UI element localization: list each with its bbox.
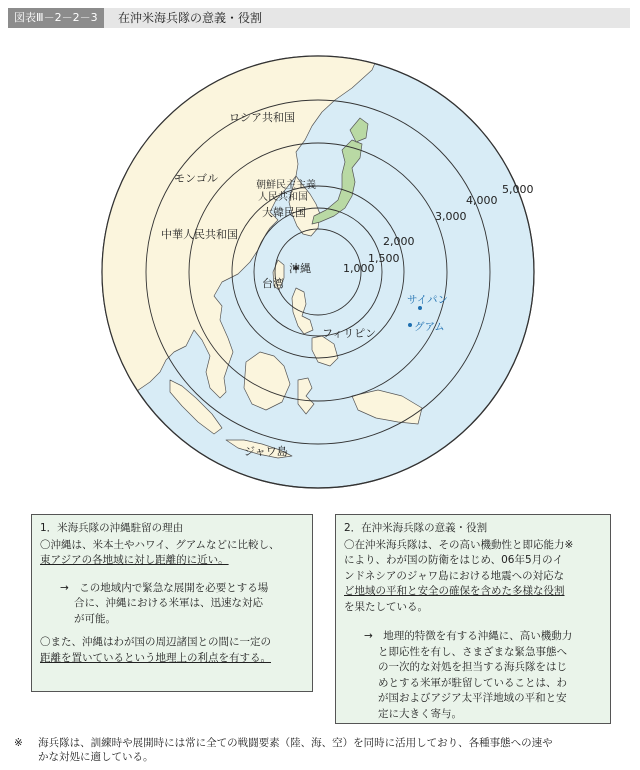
box1-p3: 〇また、沖縄はわが国の周辺諸国との間に一定の 距離を置いているという地理上の利点を有する。 — [40, 636, 271, 664]
label-guam: グアム — [414, 321, 445, 333]
box1-p1: 〇沖縄は、米本土やハワイ、グアムなどに比較し、 東アジアの各地域に対し距離的に近い。 — [40, 538, 280, 566]
footnote — [14, 736, 626, 764]
okinawa-stationing-reasons-box — [31, 514, 313, 692]
ring-label-4000: 4,000 — [466, 194, 498, 207]
footnote-line-2: かな対処に適している。 — [38, 751, 154, 763]
label-okinawa: 沖縄 — [289, 262, 311, 275]
box1-heading: 1．米海兵隊の沖縄駐留の理由 — [40, 522, 184, 534]
label-mongolia: モンゴル — [174, 172, 218, 185]
footnote-line-1: 海兵隊は、訓練時や展開時には常に全ての戦闘要素（陸、海、空）を同時に活用しており、各種事態への速や — [38, 737, 553, 749]
box1-p2: → この地域内で緊急な展開を必要とする場 合に、沖縄における米軍は、迅速な対応 が可能。 — [60, 581, 269, 625]
footnote-mark: ※ — [14, 737, 23, 749]
marine-role-box — [335, 514, 611, 724]
ring-label-3000: 3,000 — [435, 210, 467, 223]
label-china: 中華人民共和国 — [161, 228, 238, 241]
label-south-korea: 大韓民国 — [262, 206, 306, 219]
box2-p1: 〇在沖米海兵隊は、その高い機動性と即応能力※ により、わが国の防衛をはじめ、06年5月のイ ンドネシアのジャワ島における地震への対応な ど地域の平和と安全の確保を含めた多様な役割 を果たしている。 — [344, 538, 574, 613]
guam-marker — [408, 323, 412, 327]
label-north-korea: 朝鮮民主主義人民共和国 — [256, 180, 316, 203]
ring-label-1500: 1,500 — [368, 252, 400, 265]
ring-label-2000: 2,000 — [383, 235, 415, 248]
figure-header — [8, 8, 630, 28]
label-java: ジャワ島 — [244, 445, 288, 458]
figure-number: 図表Ⅲ－2－2－3 — [8, 8, 104, 28]
label-saipan: サイパン — [407, 294, 449, 306]
ring-label-5000: 5,000 — [502, 183, 534, 196]
box2-p2: → 地理的特徴を有する沖縄に、高い機動力 と即応性を有し、さまざまな緊急事態へ の一次的な対処を担当する海兵隊をはじ めとする米軍が駐留していることは、わ が国およびアジア太平洋地域の平和と安 定に大きく寄与。 — [364, 630, 573, 720]
ring-label-1000: 1,000 — [343, 262, 375, 275]
label-russia: ロシア共和国 — [229, 111, 295, 124]
label-taiwan: 台湾 — [262, 277, 284, 290]
distance-map — [0, 30, 640, 500]
saipan-marker — [418, 306, 422, 310]
figure-title: 在沖米海兵隊の意義・役割 — [118, 11, 263, 25]
label-philippines: フィリピン — [322, 327, 377, 340]
box2-heading: 2．在沖米海兵隊の意義・役割 — [344, 522, 488, 534]
